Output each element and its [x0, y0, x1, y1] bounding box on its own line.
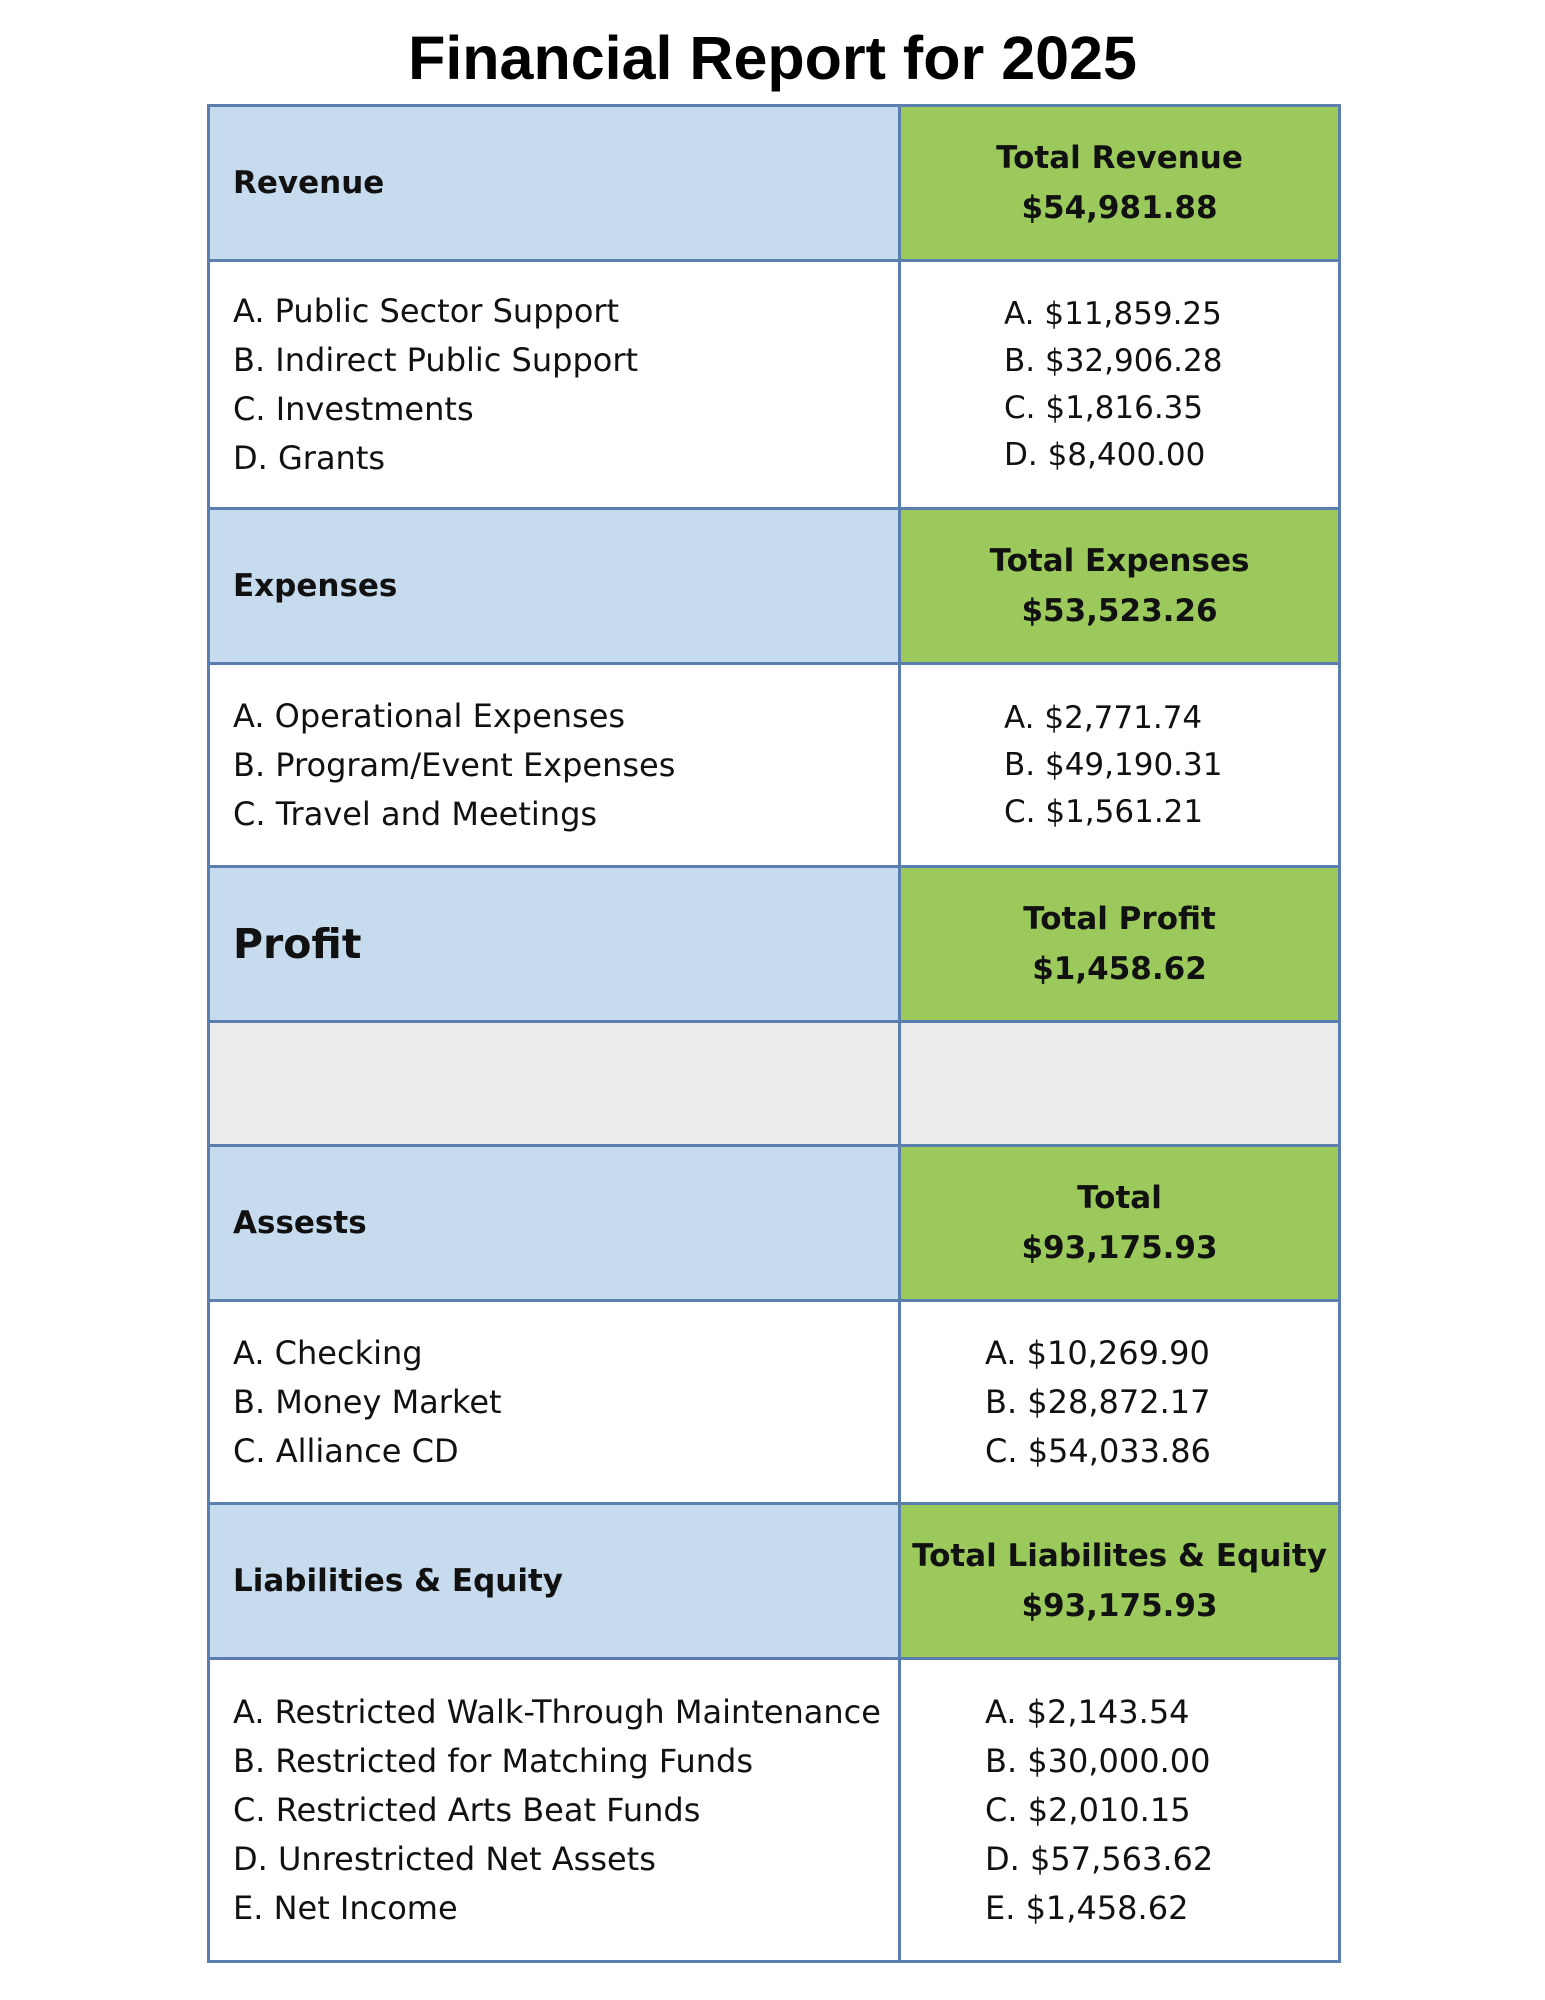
list-item: B. Restricted for Matching Funds: [233, 1741, 754, 1780]
liabilities-detail-row: [209, 1659, 1340, 1962]
list-item: C. Restricted Arts Beat Funds: [233, 1790, 701, 1829]
expenses-total-value: $53,523.26: [1021, 593, 1218, 629]
revenue-total-value: $54,981.88: [1021, 190, 1218, 226]
list-item: A. Checking: [233, 1333, 423, 1372]
liabilities-header-row: [209, 1504, 1340, 1659]
list-value: B. $30,000.00: [985, 1741, 1211, 1780]
assets-header-row: [209, 1146, 1340, 1301]
list-item: E. Net Income: [233, 1888, 458, 1927]
list-value: A. $10,269.90: [985, 1333, 1210, 1372]
list-value: B. $32,906.28: [1004, 342, 1223, 379]
expenses-header-row: [209, 509, 1340, 664]
list-item: C. Investments: [233, 389, 474, 428]
list-value: A. $2,771.74: [1004, 699, 1203, 736]
list-value: B. $28,872.17: [985, 1382, 1211, 1421]
profit-label: Profit: [209, 867, 900, 1022]
list-value: D. $57,563.62: [985, 1839, 1214, 1878]
list-value: C. $2,010.15: [985, 1790, 1191, 1829]
spacer-cell-left: [209, 1022, 900, 1146]
expenses-values: [900, 664, 1340, 867]
list-item: A. Restricted Walk-Through Maintenance: [233, 1692, 881, 1731]
list-item: C. Alliance CD: [233, 1431, 459, 1470]
list-value: D. $8,400.00: [1004, 436, 1206, 473]
list-value: A. $11,859.25: [1004, 295, 1222, 332]
expenses-total-label: Total Expenses: [989, 543, 1250, 579]
revenue-values: [900, 261, 1340, 509]
financial-report-table: [207, 104, 1341, 1963]
assets-items: [209, 1301, 900, 1504]
revenue-label: Revenue: [209, 106, 900, 261]
profit-total-label: Total Profit: [1023, 901, 1216, 937]
assets-total-value: $93,175.93: [1021, 1230, 1218, 1266]
profit-total-cell: [900, 867, 1340, 1022]
revenue-total-label: Total Revenue: [996, 140, 1243, 176]
list-item: D. Grants: [233, 438, 386, 477]
assets-detail-row: [209, 1301, 1340, 1504]
profit-header-row: [209, 867, 1340, 1022]
liabilities-items: [209, 1659, 900, 1962]
list-value: C. $1,816.35: [1004, 389, 1204, 426]
liabilities-label: Liabilities & Equity: [209, 1504, 900, 1659]
page-title: Financial Report for 2025: [408, 24, 1137, 92]
assets-values: [900, 1301, 1340, 1504]
revenue-total-cell: [900, 106, 1340, 261]
spacer-cell-right: [900, 1022, 1340, 1146]
list-item: A. Public Sector Support: [233, 291, 620, 330]
assets-total-label: Total: [1077, 1180, 1162, 1216]
list-value: A. $2,143.54: [985, 1692, 1190, 1731]
list-item: C. Travel and Meetings: [233, 794, 598, 833]
list-item: B. Money Market: [233, 1382, 502, 1421]
assets-total-cell: [900, 1146, 1340, 1301]
expenses-total-cell: [900, 509, 1340, 664]
list-item: D. Unrestricted Net Assets: [233, 1839, 656, 1878]
expenses-detail-row: [209, 664, 1340, 867]
assets-label: Assests: [209, 1146, 900, 1301]
revenue-items: [209, 261, 900, 509]
list-item: A. Operational Expenses: [233, 696, 626, 735]
liabilities-total-label: Total Liabilites & Equity: [912, 1538, 1327, 1574]
revenue-detail-row: [209, 261, 1340, 509]
list-value: C. $1,561.21: [1004, 793, 1204, 830]
list-value: E. $1,458.62: [985, 1888, 1189, 1927]
list-item: B. Indirect Public Support: [233, 340, 639, 379]
liabilities-values: [900, 1659, 1340, 1962]
expenses-items: [209, 664, 900, 867]
liabilities-total-cell: [900, 1504, 1340, 1659]
revenue-header-row: [209, 106, 1340, 261]
list-value: B. $49,190.31: [1004, 746, 1223, 783]
spacer-row: [209, 1022, 1340, 1146]
list-item: B. Program/Event Expenses: [233, 745, 676, 784]
profit-total-value: $1,458.62: [1032, 951, 1207, 987]
expenses-label: Expenses: [209, 509, 900, 664]
liabilities-total-value: $93,175.93: [1021, 1588, 1218, 1624]
list-value: C. $54,033.86: [985, 1431, 1211, 1470]
